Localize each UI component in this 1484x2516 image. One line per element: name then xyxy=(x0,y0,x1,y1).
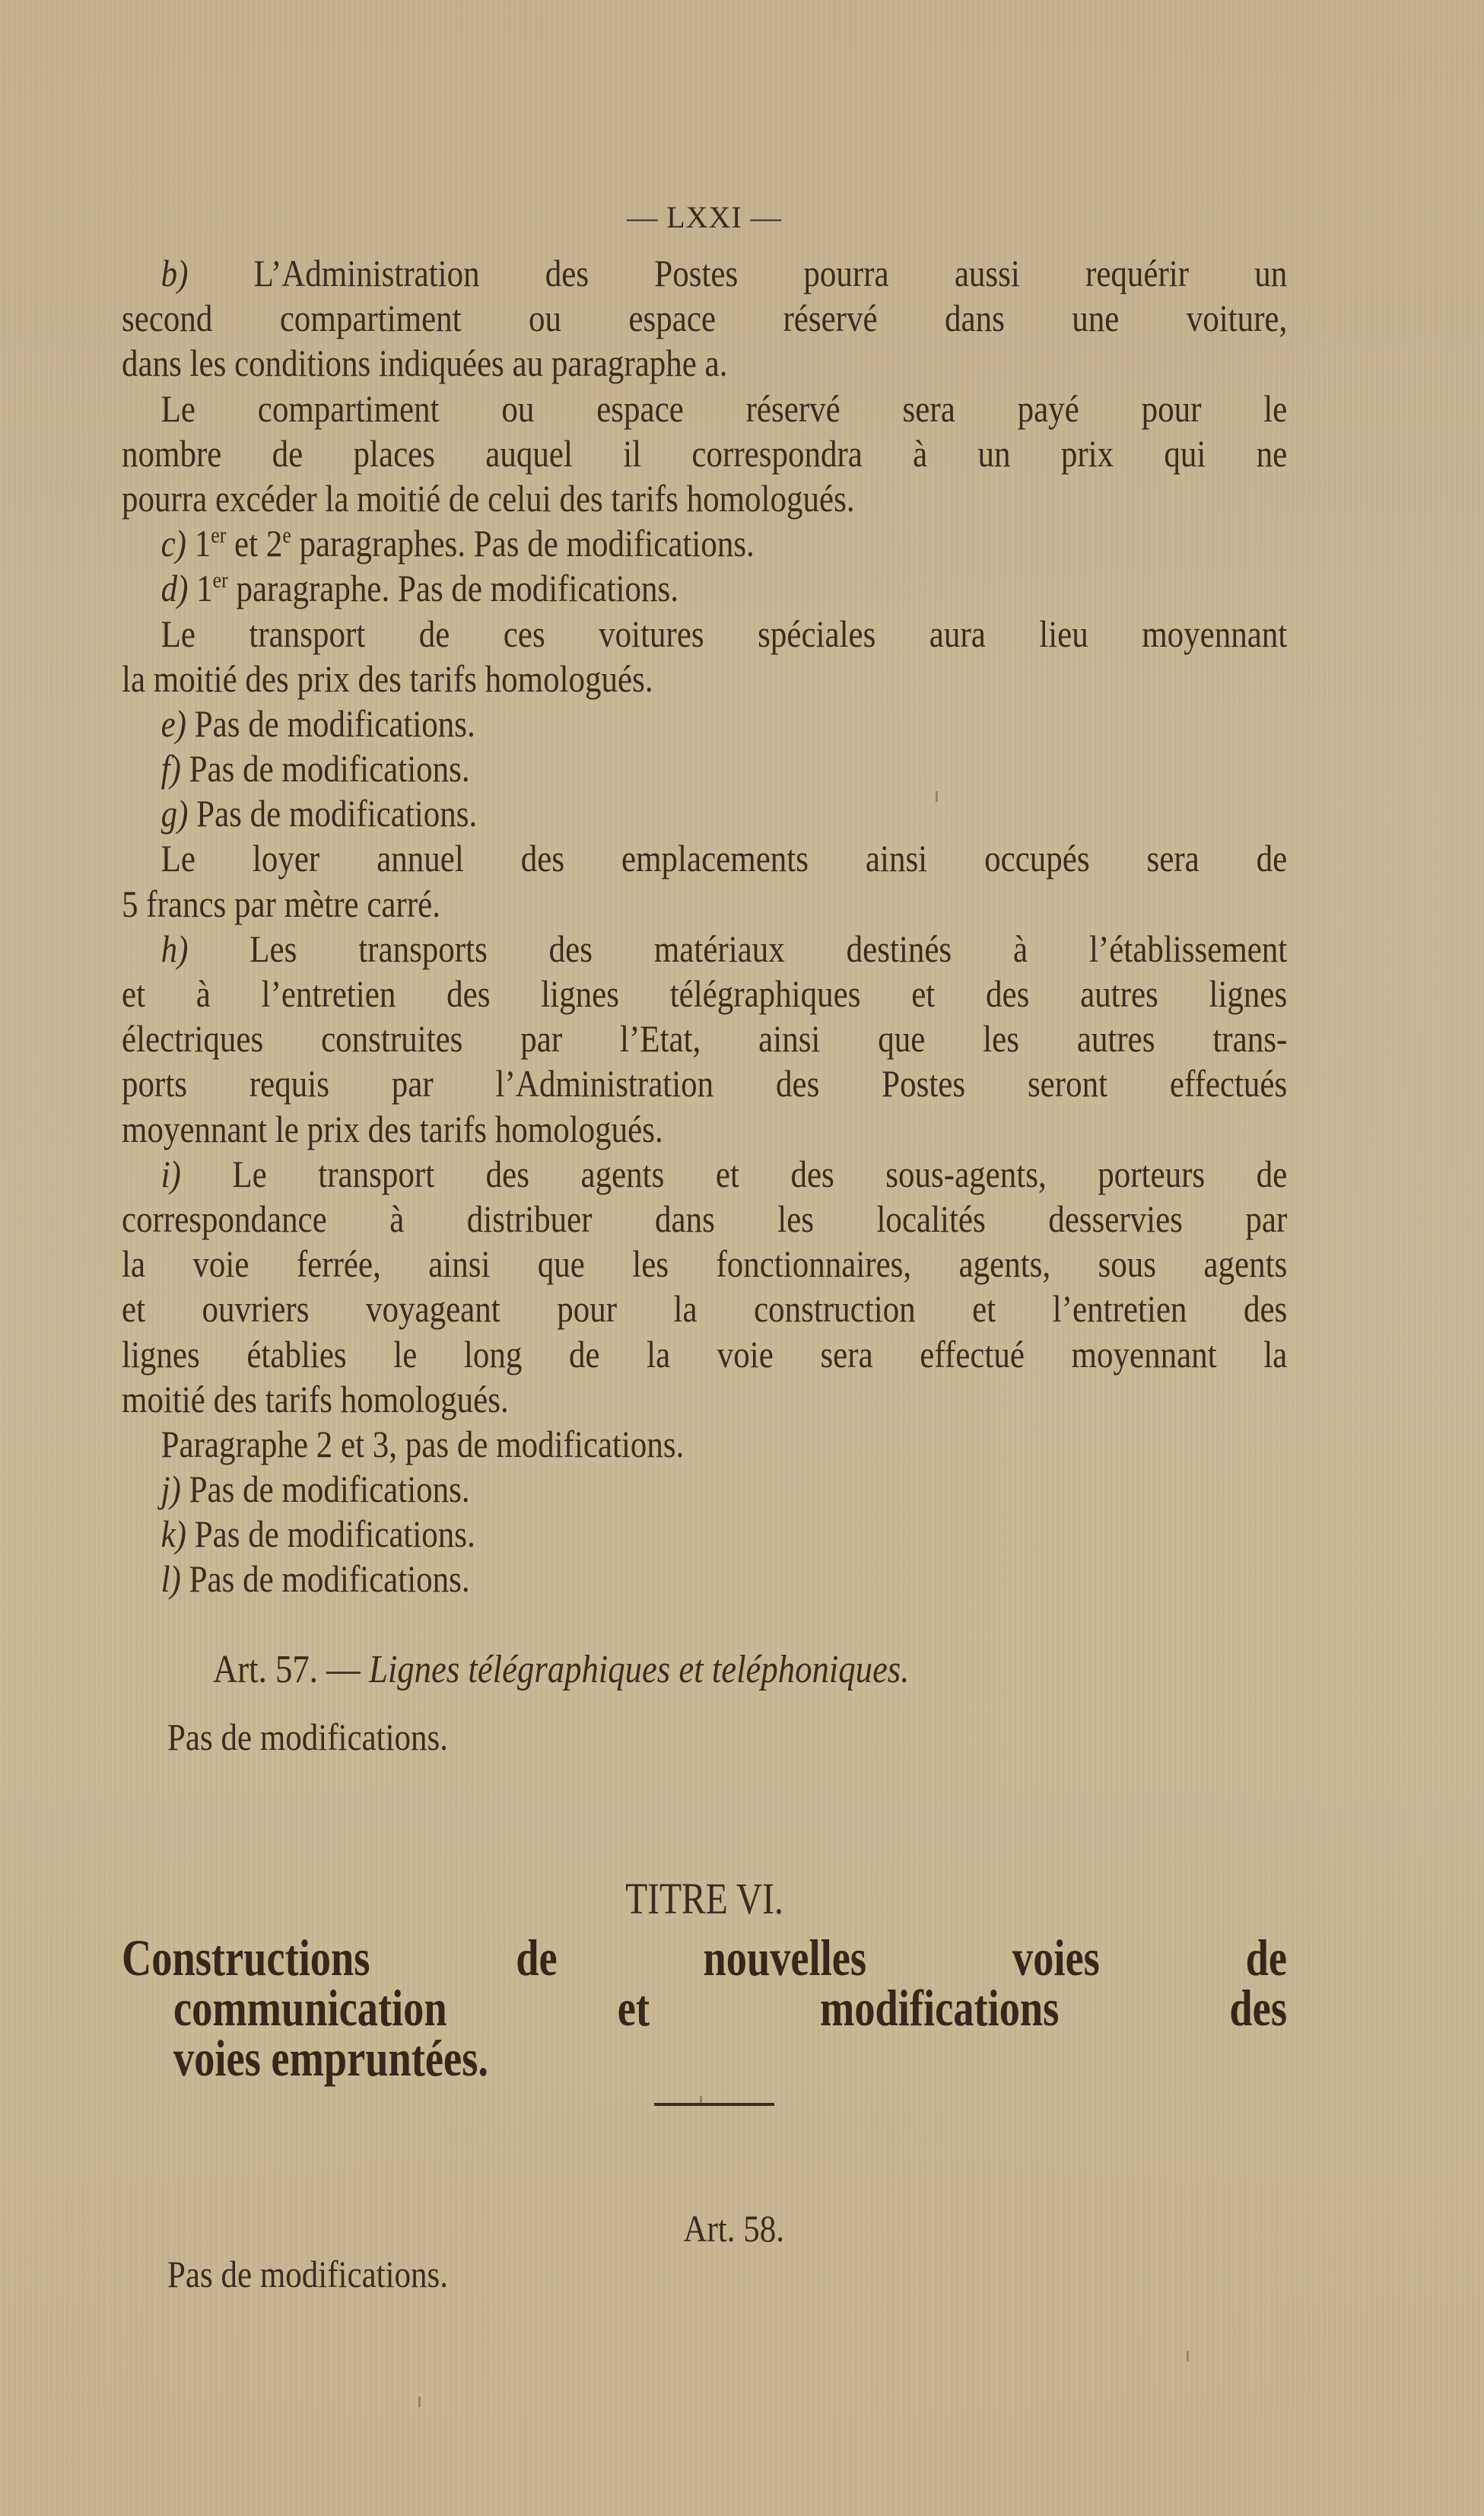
paragraph-l: l) Pas de modifications. xyxy=(160,1557,470,1601)
paragraph-h-line-5: moyennant le prix des tarifs homologués. xyxy=(122,1107,663,1150)
paragraph-f: f) Pas de modifications. xyxy=(160,747,470,790)
paragraph-i-line-1: i) Le transport des agents et des sous-agents, porteurs de xyxy=(160,1152,1288,1195)
paragraph-h-line-4: ports requis par l’Administration des Postes seront effectués xyxy=(122,1062,1288,1105)
paragraph-h-line-3: électriques construites par l’Etat, ainsi que les autres trans- xyxy=(122,1017,1288,1061)
titre-heading-line-3: voies empruntées. xyxy=(173,2029,488,2087)
article-58-body: Pas de modifications. xyxy=(167,2253,449,2295)
paragraph-i-line-3: la voie ferrée, ainsi que les fonctionnaires, agents, sous agents xyxy=(122,1242,1288,1286)
paragraph-g2-line-2: 5 francs par mètre carré. xyxy=(122,882,440,925)
article-56-continuation xyxy=(122,251,1287,1602)
page-number: — LXXI — xyxy=(627,200,782,234)
paragraph-i-line-2: correspondance à distribuer dans les localités desservies par xyxy=(122,1197,1288,1240)
paragraph-i2: Paragraphe 2 et 3, pas de modifications. xyxy=(160,1422,685,1465)
paper-speck xyxy=(936,791,938,802)
article-57-body: Pas de modifications. xyxy=(167,1716,449,1758)
article-57-heading: Art. 57. — Lignes télégraphiques et teléphoniques. xyxy=(213,1648,910,1691)
paragraph-k: k) Pas de modifications. xyxy=(160,1512,475,1556)
item-marker: l) xyxy=(160,1557,181,1601)
paragraph-i-line-4: et ouvriers voyageant pour la construction et l’entretien des xyxy=(122,1287,1288,1331)
item-marker: e) xyxy=(160,701,187,745)
paragraph-e: e) Pas de modifications. xyxy=(160,701,475,745)
titre-heading-line-1: Constructions de nouvelles voies de xyxy=(122,1929,1287,1986)
paragraph-d2-line-1: Le transport de ces voitures spéciales aura lieu moyennant xyxy=(160,612,1288,655)
paragraph-h-line-1: h) Les transports des matériaux destinés à l’établissement xyxy=(160,927,1288,970)
item-marker: j) xyxy=(160,1468,181,1511)
paragraph-b2-line-1: Le compartiment ou espace réservé sera payé pour le xyxy=(160,386,1288,430)
paragraph-i-line-6: moitié des tarifs homologués. xyxy=(122,1377,509,1420)
paragraph-g: g) Pas de modifications. xyxy=(160,792,478,835)
item-marker: g) xyxy=(160,792,189,835)
paragraph-b-line-1: b) L’Administration des Postes pourra aussi requérir un xyxy=(160,252,1288,294)
paragraph-j: j) Pas de modifications. xyxy=(160,1468,470,1511)
section-divider xyxy=(654,2103,774,2106)
article-58-heading: Art. 58. xyxy=(683,2207,784,2250)
paragraph-b2-line-3: pourra excéder la moitié de celui des tarifs homologués. xyxy=(122,476,855,520)
paper-speck xyxy=(700,2096,702,2104)
item-marker: f) xyxy=(160,747,181,790)
titre-heading xyxy=(122,1929,1287,2087)
paragraph-i-line-5: lignes établies le long de la voie sera effectué moyennant la xyxy=(122,1332,1288,1376)
item-marker: k) xyxy=(160,1512,187,1556)
titre-heading-line-2: communication et modifications des xyxy=(173,1979,1287,2037)
paragraph-d2-line-2: la moitié des prix des tarifs homologués. xyxy=(122,657,653,700)
paper-speck xyxy=(418,2397,421,2407)
item-marker: i) xyxy=(160,1152,181,1195)
paragraph-d: d) 1er paragraphe. Pas de modifications. xyxy=(160,567,678,610)
titre-label: TITRE VI. xyxy=(625,1874,783,1923)
paper-speck xyxy=(1187,2351,1189,2362)
item-marker: b) xyxy=(160,252,189,294)
item-marker: c) xyxy=(160,522,187,565)
paragraph-b2-line-2: nombre de places auquel il correspondra à un prix qui ne xyxy=(122,431,1288,475)
item-marker: d) xyxy=(160,567,189,610)
paragraph-c: c) 1er et 2e paragraphes. Pas de modifications. xyxy=(160,522,755,565)
item-marker: h) xyxy=(160,927,189,970)
paragraph-b-line-3: dans les conditions indiquées au paragraphe a. xyxy=(122,342,728,385)
article-57-title: Lignes télégraphiques et teléphoniques. xyxy=(368,1648,910,1691)
paragraph-b-line-2: second compartiment ou espace réservé dans une voiture, xyxy=(122,297,1288,340)
paragraph-h-line-2: et à l’entretien des lignes télégraphiques et des autres lignes xyxy=(122,972,1288,1015)
paragraph-g2-line-1: Le loyer annuel des emplacements ainsi occupés sera de xyxy=(160,837,1288,880)
